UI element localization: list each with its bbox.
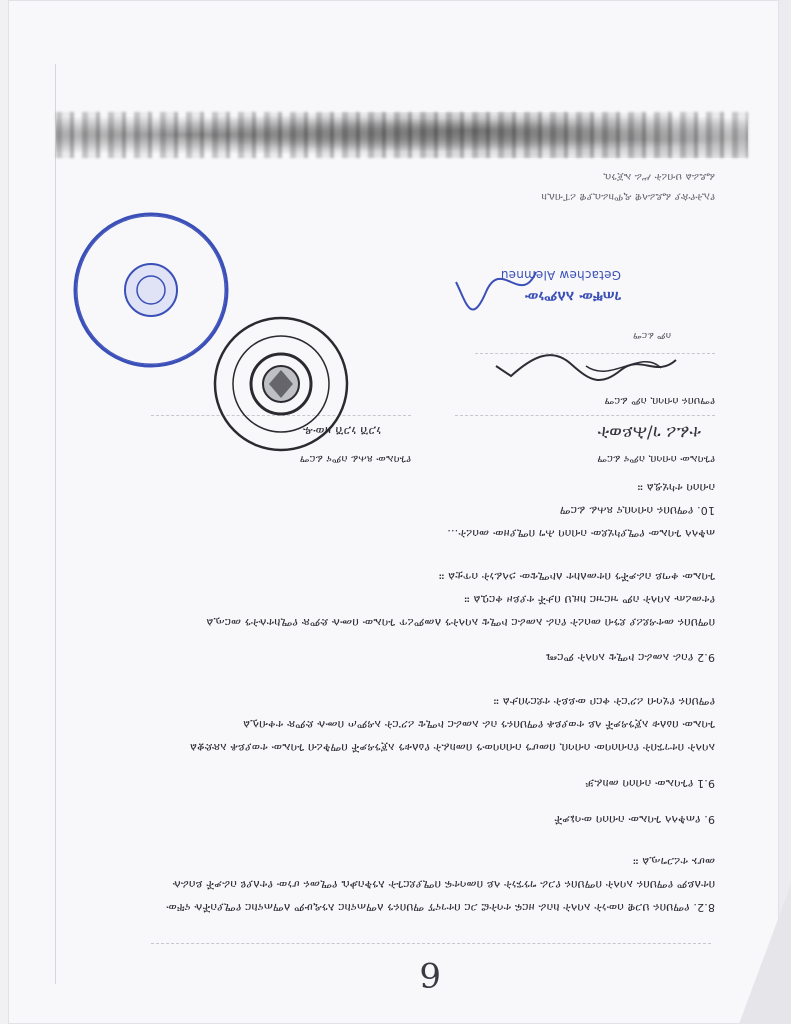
signer-name: ነጋሽ ነጋሽ ዘውዱ xyxy=(302,424,381,438)
body-line: የተመረጡ አባላት ስም ዝርዝር ከዚህ በታች ተያይዞ ቀርቧል ። xyxy=(464,593,715,606)
body-line: ስብሰባ ተካሂዷል ። xyxy=(637,481,715,494)
body-line: አባላት በተገኙበት የስብሰባው ሰብሳቢ በመሆን ስብሰባውን በመክፈት የዕለቱን አጀንዳዎች በማቅረብ ጉባኤው ተወያይቶ አጽድቋል xyxy=(189,741,715,754)
body-line: በማህበሩ መተዳደሪያ ደንብ መሰረት የስራ አመራር ኮሚቴ አባላትን ለመምረጥ ጉባኤው በሙሉ ድምጽ የሚከተሉትን መርጧል xyxy=(206,616,715,629)
body-line: 10. የማህበሩ ሰብሳቢና ጸሐፊ ፊርማ xyxy=(559,504,715,517)
section-heading: 9.1 የጉባኤው ስብሰባ መክፈቻ xyxy=(585,777,715,790)
scan-smudge xyxy=(56,112,748,158)
signature-label: የጉባኤው ጸሐፊ ስምና ፊርማ xyxy=(299,453,411,464)
body-line: የማህበሩ የሂሳብ ሪፖርት ቀርቦ ውይይት ተደርጎበታል ። xyxy=(493,695,715,708)
body-line: ጠቅላላ ጉባኤው የሚያካሂደው ስብሰባ ሕግ በሚያዘው መሰረት… xyxy=(447,527,715,540)
signature-label: የጉባኤው ሰብሳቢ ስምና ፊርማ xyxy=(597,453,715,464)
signature-label: ስም ፊርማ xyxy=(632,330,671,340)
section-heading: 9. የጠቅላላ ጉባኤው ስብሰባ ውሳኔዎች xyxy=(554,813,715,826)
body-line: ጉባኤው በዕለቱ አጀንዳዎች ላይ ተወያይቶ የማህበሩን ስራ አመራር ኮሚቴ ሪፖርት አዳምጦ በሙሉ ድምጽ ተቀብሏል xyxy=(242,718,715,731)
signature-label: የማህበሩ ሰብሳቢ ስም ፊርማ xyxy=(604,395,715,406)
rule xyxy=(455,415,715,416)
signer-name: ተፈሪ ገ/ሕይወት xyxy=(597,422,701,442)
margin-line xyxy=(55,64,56,984)
section-heading: 9.2 የስራ አመራር ኮሚቴ አባላት ምርጫ xyxy=(545,651,715,664)
handwritten-signature xyxy=(491,348,681,388)
body-line: መሆኑ ተረጋግጧል ። xyxy=(632,855,715,868)
rule xyxy=(475,353,715,354)
stamp-name: ገጠቸው አለምነው xyxy=(524,288,621,304)
blue-name-stamp xyxy=(451,242,631,312)
rule xyxy=(151,943,711,944)
body-line: በተለይም የማህበሩ አባላት በማህበሩ የጋራ ግንኙነት ላይ በመሳተፍ በሚያደርጉት እንቅስቃሴ የሚመሩ ሆነው የተለያዩ ስራዎች ይሰራሉ xyxy=(172,878,715,891)
blue-round-stamp xyxy=(71,210,231,370)
page-number: 6 xyxy=(419,954,441,994)
blue-signature xyxy=(451,252,541,312)
header-line-1: 8.2. የማህበሩ ህጋዊ ሰውነት አባላት ከስራ ዘርፍ ተሳትፎ ጋር በተገናኘ ማህበሩን ለማጠናከር እንዲሁም ለማጠናከር የሚያስችሉ ናቸው xyxy=(165,901,715,914)
bleed-line: የኢትዮጵያ ፌዴራላዊ ዲሞክራሲያዊ ሪፐብሊክ xyxy=(541,191,715,202)
stamp-name-latin: Getachew Alemneu xyxy=(500,268,621,282)
bleed-line: ፌዴራል ህብረት ሥራ ኤጀንሲ xyxy=(602,171,715,182)
body-line: ጉባኤው ቀጣይ ስራዎችን በተመለከተ ለኮሚቴው ኃላፊነት ሰጥቷል ። xyxy=(438,570,715,583)
